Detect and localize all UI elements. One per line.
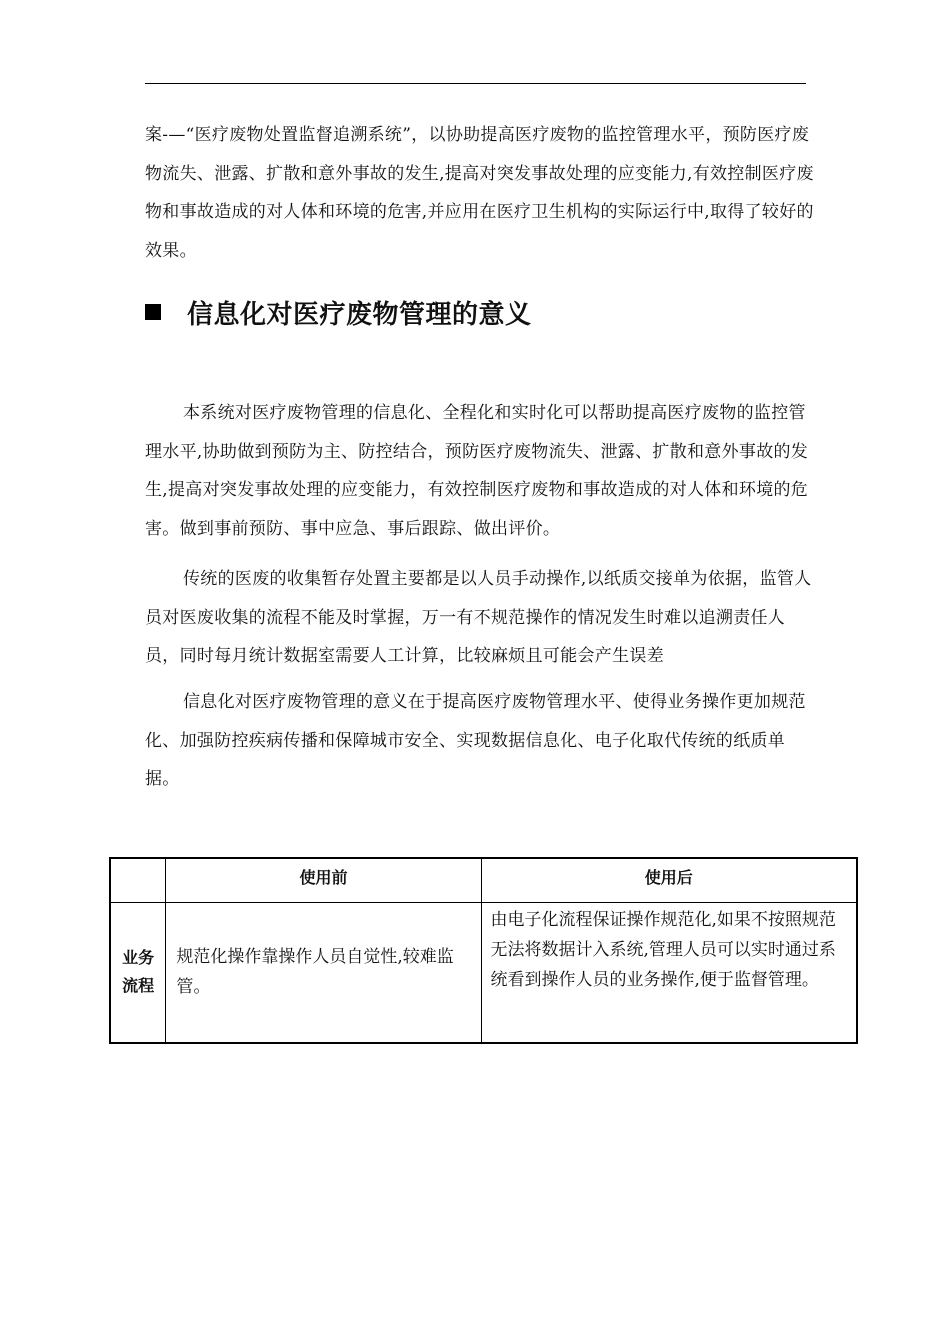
table-header-row <box>110 858 857 902</box>
comparison-table <box>109 857 858 1044</box>
header-rule <box>145 83 806 84</box>
cell-after: 由电子化流程保证操作规范化,如果不按照规范无法将数据计入系统,管理人员可以实时通过系统看到操作人员的业务操作,便于监督管理。 <box>481 902 857 1043</box>
square-bullet-icon <box>145 304 161 320</box>
paragraph-traditional: 传统的医废的收集暂存处置主要都是以人员手动操作,以纸质交接单为依据，监管人员对医废收集的流程不能及时掌握，万一有不规范操作的情况发生时难以追溯责任人员，同时每月统计数据室需要人工计算，比较麻烦且可能会产生误差 <box>145 569 812 666</box>
table-header-before: 使用前 <box>166 858 481 902</box>
cell-before: 规范化操作靠操作人员自觉性,较难监管。 <box>166 902 481 1043</box>
section-heading <box>145 292 805 332</box>
table-header-after: 使用后 <box>481 858 857 902</box>
section-heading-text: 信息化对医疗废物管理的意义 <box>187 299 532 330</box>
table-header-empty <box>110 858 166 902</box>
table-row <box>110 902 857 1043</box>
paragraph-meaning: 信息化对医疗废物管理的意义在于提高医疗废物管理水平、使得业务操作更加规范化、加强防控疾病传播和保障城市安全、实现数据信息化、电子化取代传统的纸质单据。 <box>145 692 806 789</box>
continued-paragraph: 案-—“医疗废物处置监督追溯系统”，以协助提高医疗废物的监控管理水平，预防医疗废物流失、泄露、扩散和意外事故的发生,提高对突发事故处理的应变能力,有效控制医疗废物和事故造成的对人体和环境的危害,并应用在医疗卫生机构的实际运行中,取得了较好的效果。 <box>145 125 814 261</box>
paragraph-significance: 本系统对医疗废物管理的信息化、全程化和实时化可以帮助提高医疗废物的监控管理水平,协助做到预防为主、防控结合，预防医疗废物流失、泄露、扩散和意外事故的发生,提高对突发事故处理的应变能力，有效控制医疗废物和事故造成的对人体和环境的危害。做到事前预防、事中应急、事后跟踪、做出评价。 <box>145 403 809 539</box>
row-label: 业务 流程 <box>110 902 166 1043</box>
